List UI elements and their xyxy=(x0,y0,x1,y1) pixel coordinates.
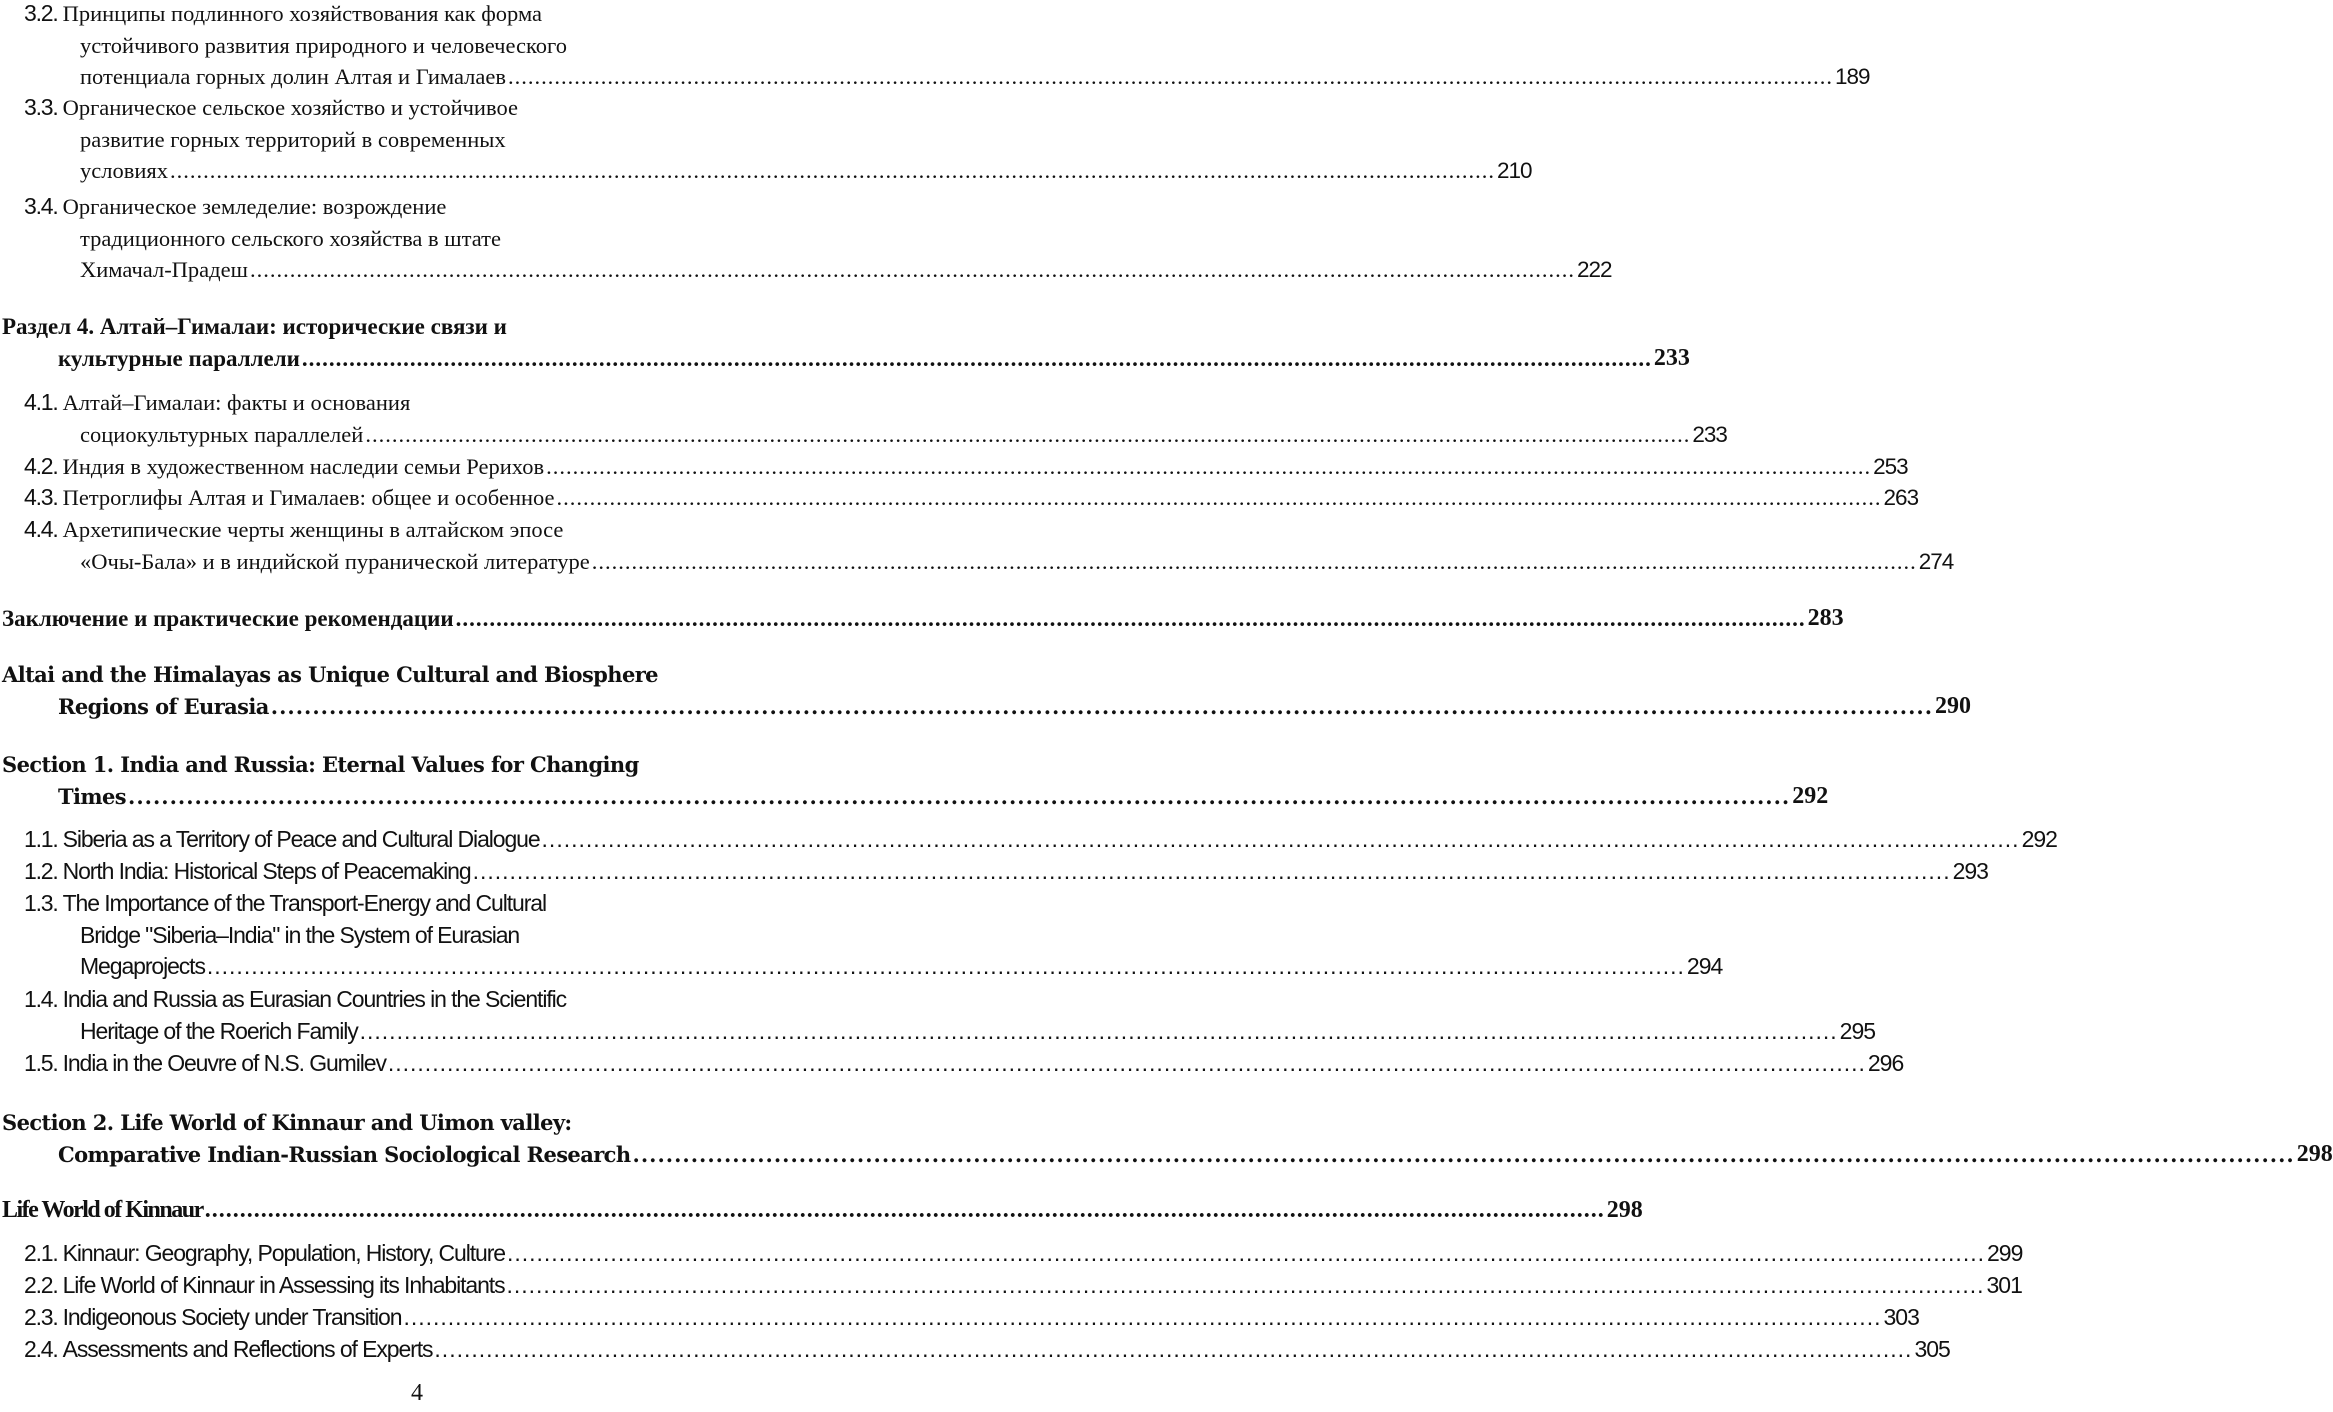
entry-title: Section 2. Life World of Kinnaur and Uimon valley: xyxy=(2,1110,572,1135)
entry-title: Индия в художественном наследии семьи Рерихов xyxy=(62,454,545,479)
entry-page: 303 xyxy=(1883,1304,1919,1330)
entry-title: Section 1. India and Russia: Eternal Values for Changing xyxy=(2,752,639,777)
entry-title: India and Russia as Eurasian Countries in the Scientific xyxy=(62,986,567,1012)
entry-page: 233 xyxy=(1653,344,1690,371)
entry-title: Regions of Eurasia xyxy=(58,693,269,719)
entry-title: Comparative Indian-Russian Sociological Research xyxy=(58,1141,631,1167)
entry-title: Заключение и практические рекомендации xyxy=(2,606,454,631)
entry-page: 222 xyxy=(1576,257,1612,283)
toc-entry xyxy=(0,451,1908,483)
entry-title: культурные параллели xyxy=(58,345,300,371)
entry-title: Химачал-Прадеш xyxy=(80,257,248,283)
entry-title: социокультурных параллелей xyxy=(80,421,364,447)
entry-number: 4.4. xyxy=(24,516,58,542)
dot-leader: ........................................................................................................................................................................................................ xyxy=(434,1336,1913,1362)
entry-number: 1.2. xyxy=(24,858,58,884)
entry-page: 253 xyxy=(1873,454,1908,479)
entry-page: 274 xyxy=(1918,548,1954,574)
entry-title: «Очы-Бала» и в индийской пуранической литературе xyxy=(80,548,590,574)
dot-leader: ........................................................................................................................................................................................................ xyxy=(128,783,1791,809)
toc-entry xyxy=(0,1048,1904,1080)
entry-title: Altai and the Himalayas as Unique Cultural and Biosphere xyxy=(2,662,658,687)
dot-leader: ........................................................................................................................................................................................................ xyxy=(169,158,1495,184)
entry-title: India in the Oeuvre of N.S. Gumilev xyxy=(62,1050,386,1076)
toc-entry xyxy=(0,1270,2022,1302)
entry-number: 4.3. xyxy=(24,484,58,510)
toc-entry xyxy=(0,856,1988,888)
dot-leader: ........................................................................................................................................................................................................ xyxy=(365,421,1691,447)
toc-entry xyxy=(0,1238,2023,1270)
entry-title: Алтай–Гималаи: факты и основания xyxy=(62,390,411,415)
entry-number: 4.2. xyxy=(24,453,58,479)
entry-title: Органическое сельское хозяйство и устойчивое xyxy=(62,95,518,120)
entry-number: 3.3. xyxy=(24,94,58,120)
entry-number: 2.3. xyxy=(24,1304,58,1330)
dot-leader: ........................................................................................................................................................................................................ xyxy=(506,1240,1985,1266)
entry-number: 2.4. xyxy=(24,1336,58,1362)
dot-leader: ........................................................................................................................................................................................................ xyxy=(206,953,1685,980)
page-number: 4 xyxy=(411,1380,423,1406)
toc-entry xyxy=(0,603,1844,635)
toc-entry xyxy=(0,311,1690,374)
dot-leader: ........................................................................................................................................................................................................ xyxy=(455,606,1806,631)
toc-entry xyxy=(0,387,1727,450)
entry-title: Архетипические черты женщины в алтайском эпосе xyxy=(62,517,564,542)
entry-title: Петроглифы Алтая и Гималаев: общее и особенное xyxy=(62,485,555,510)
dot-leader: ........................................................................................................................................................................................................ xyxy=(591,548,1917,574)
dot-leader: ........................................................................................................................................................................................................ xyxy=(506,1272,1985,1298)
entry-title: Megaprojects xyxy=(80,953,205,980)
entry-title: Indigeonous Society under Transition xyxy=(62,1304,402,1330)
toc-entry xyxy=(0,191,1612,286)
toc-entry xyxy=(0,888,1723,983)
dot-leader: ........................................................................................................................................................................................................ xyxy=(387,1050,1866,1076)
toc-entry xyxy=(0,984,1876,1047)
entry-page: 299 xyxy=(1987,1240,2023,1266)
entry-title: Kinnaur: Geography, Population, History, Culture xyxy=(62,1240,505,1266)
entry-number: 2.1. xyxy=(24,1240,58,1266)
entry-page: 290 xyxy=(1935,692,1972,719)
toc-entry xyxy=(0,514,1954,577)
entry-page: 233 xyxy=(1692,421,1727,447)
entry-title: традиционного сельского хозяйства в штате xyxy=(80,225,501,251)
entry-title: условиях xyxy=(80,158,168,184)
entry-page: 293 xyxy=(1952,858,1988,884)
entry-page: 292 xyxy=(2021,826,2057,852)
dot-leader: ........................................................................................................................................................................................................ xyxy=(270,693,1934,719)
entry-number: 3.4. xyxy=(24,193,58,219)
entry-page: 298 xyxy=(2296,1140,2333,1167)
entry-page: 283 xyxy=(1807,605,1844,631)
entry-title: потенциала горных долин Алтая и Гималаев xyxy=(80,64,506,90)
dot-leader: ........................................................................................................................................................................................................ xyxy=(204,1197,1605,1223)
entry-title: развитие горных территорий в современных xyxy=(80,126,506,152)
entry-title: Assessments and Reflections of Experts xyxy=(62,1336,433,1362)
entry-page: 295 xyxy=(1839,1017,1876,1044)
entry-title: Принципы подлинного хозяйствования как форма xyxy=(62,1,543,26)
entry-title: Heritage of the Roerich Family xyxy=(80,1017,358,1044)
dot-leader: ........................................................................................................................................................................................................ xyxy=(301,345,1652,371)
entry-title: Раздел 4. Алтай–Гималаи: исторические связи и xyxy=(2,314,507,339)
toc-entry xyxy=(0,749,1829,812)
entry-page: 292 xyxy=(1792,782,1829,809)
toc-entry xyxy=(0,659,1972,722)
toc-entry xyxy=(0,92,1532,187)
dot-leader: ........................................................................................................................................................................................................ xyxy=(403,1304,1882,1330)
entry-number: 4.1. xyxy=(24,389,58,415)
entry-number: 1.4. xyxy=(24,986,58,1012)
entry-title: Органическое земледелие: возрождение xyxy=(62,194,447,219)
toc-entry xyxy=(0,1302,1919,1334)
toc-entry xyxy=(0,0,1870,93)
dot-leader: ........................................................................................................................................................................................................ xyxy=(249,257,1575,283)
dot-leader: ........................................................................................................................................................................................................ xyxy=(472,858,1951,884)
entry-number: 1.5. xyxy=(24,1050,58,1076)
entry-number: 1.3. xyxy=(24,890,58,916)
dot-leader: ........................................................................................................................................................................................................ xyxy=(508,64,1833,90)
entry-page: 305 xyxy=(1914,1336,1950,1362)
toc-entry xyxy=(0,1195,1643,1227)
entry-page: 298 xyxy=(1606,1197,1643,1223)
entry-number: 1.1. xyxy=(24,826,58,852)
dot-leader: ........................................................................................................................................................................................................ xyxy=(359,1017,1838,1044)
entry-title: Bridge "Siberia–India" in the System of Eurasian xyxy=(80,921,520,948)
entry-number: 2.2. xyxy=(24,1272,58,1298)
entry-title: Life World of Kinnaur in Assessing its Inhabitants xyxy=(62,1272,505,1298)
dot-leader: ........................................................................................................................................................................................................ xyxy=(556,485,1882,510)
entry-title: Siberia as a Territory of Peace and Cultural Dialogue xyxy=(62,826,540,852)
dot-leader: ........................................................................................................................................................................................................ xyxy=(541,826,2020,852)
toc-entry xyxy=(0,1334,1950,1366)
entry-title: устойчивого развития природного и человеческого xyxy=(80,32,567,58)
entry-page: 263 xyxy=(1883,485,1919,510)
entry-page: 294 xyxy=(1686,953,1723,980)
entry-page: 301 xyxy=(1986,1272,2022,1298)
entry-page: 189 xyxy=(1835,64,1870,90)
entry-title: North India: Historical Steps of Peacemaking xyxy=(62,858,471,884)
entry-title: Times xyxy=(58,783,127,809)
toc-entry xyxy=(0,1107,2333,1170)
entry-title: Life World of Kinnaur xyxy=(2,1197,203,1223)
dot-leader: ........................................................................................................................................................................................................ xyxy=(632,1141,2295,1167)
entry-number: 3.2. xyxy=(24,0,58,26)
entry-page: 296 xyxy=(1867,1050,1904,1076)
dot-leader: ........................................................................................................................................................................................................ xyxy=(546,454,1872,479)
entry-title: The Importance of the Transport-Energy and Cultural xyxy=(62,890,546,916)
toc-entry xyxy=(0,824,2057,856)
entry-page: 210 xyxy=(1496,158,1532,184)
toc-entry xyxy=(0,482,1919,514)
